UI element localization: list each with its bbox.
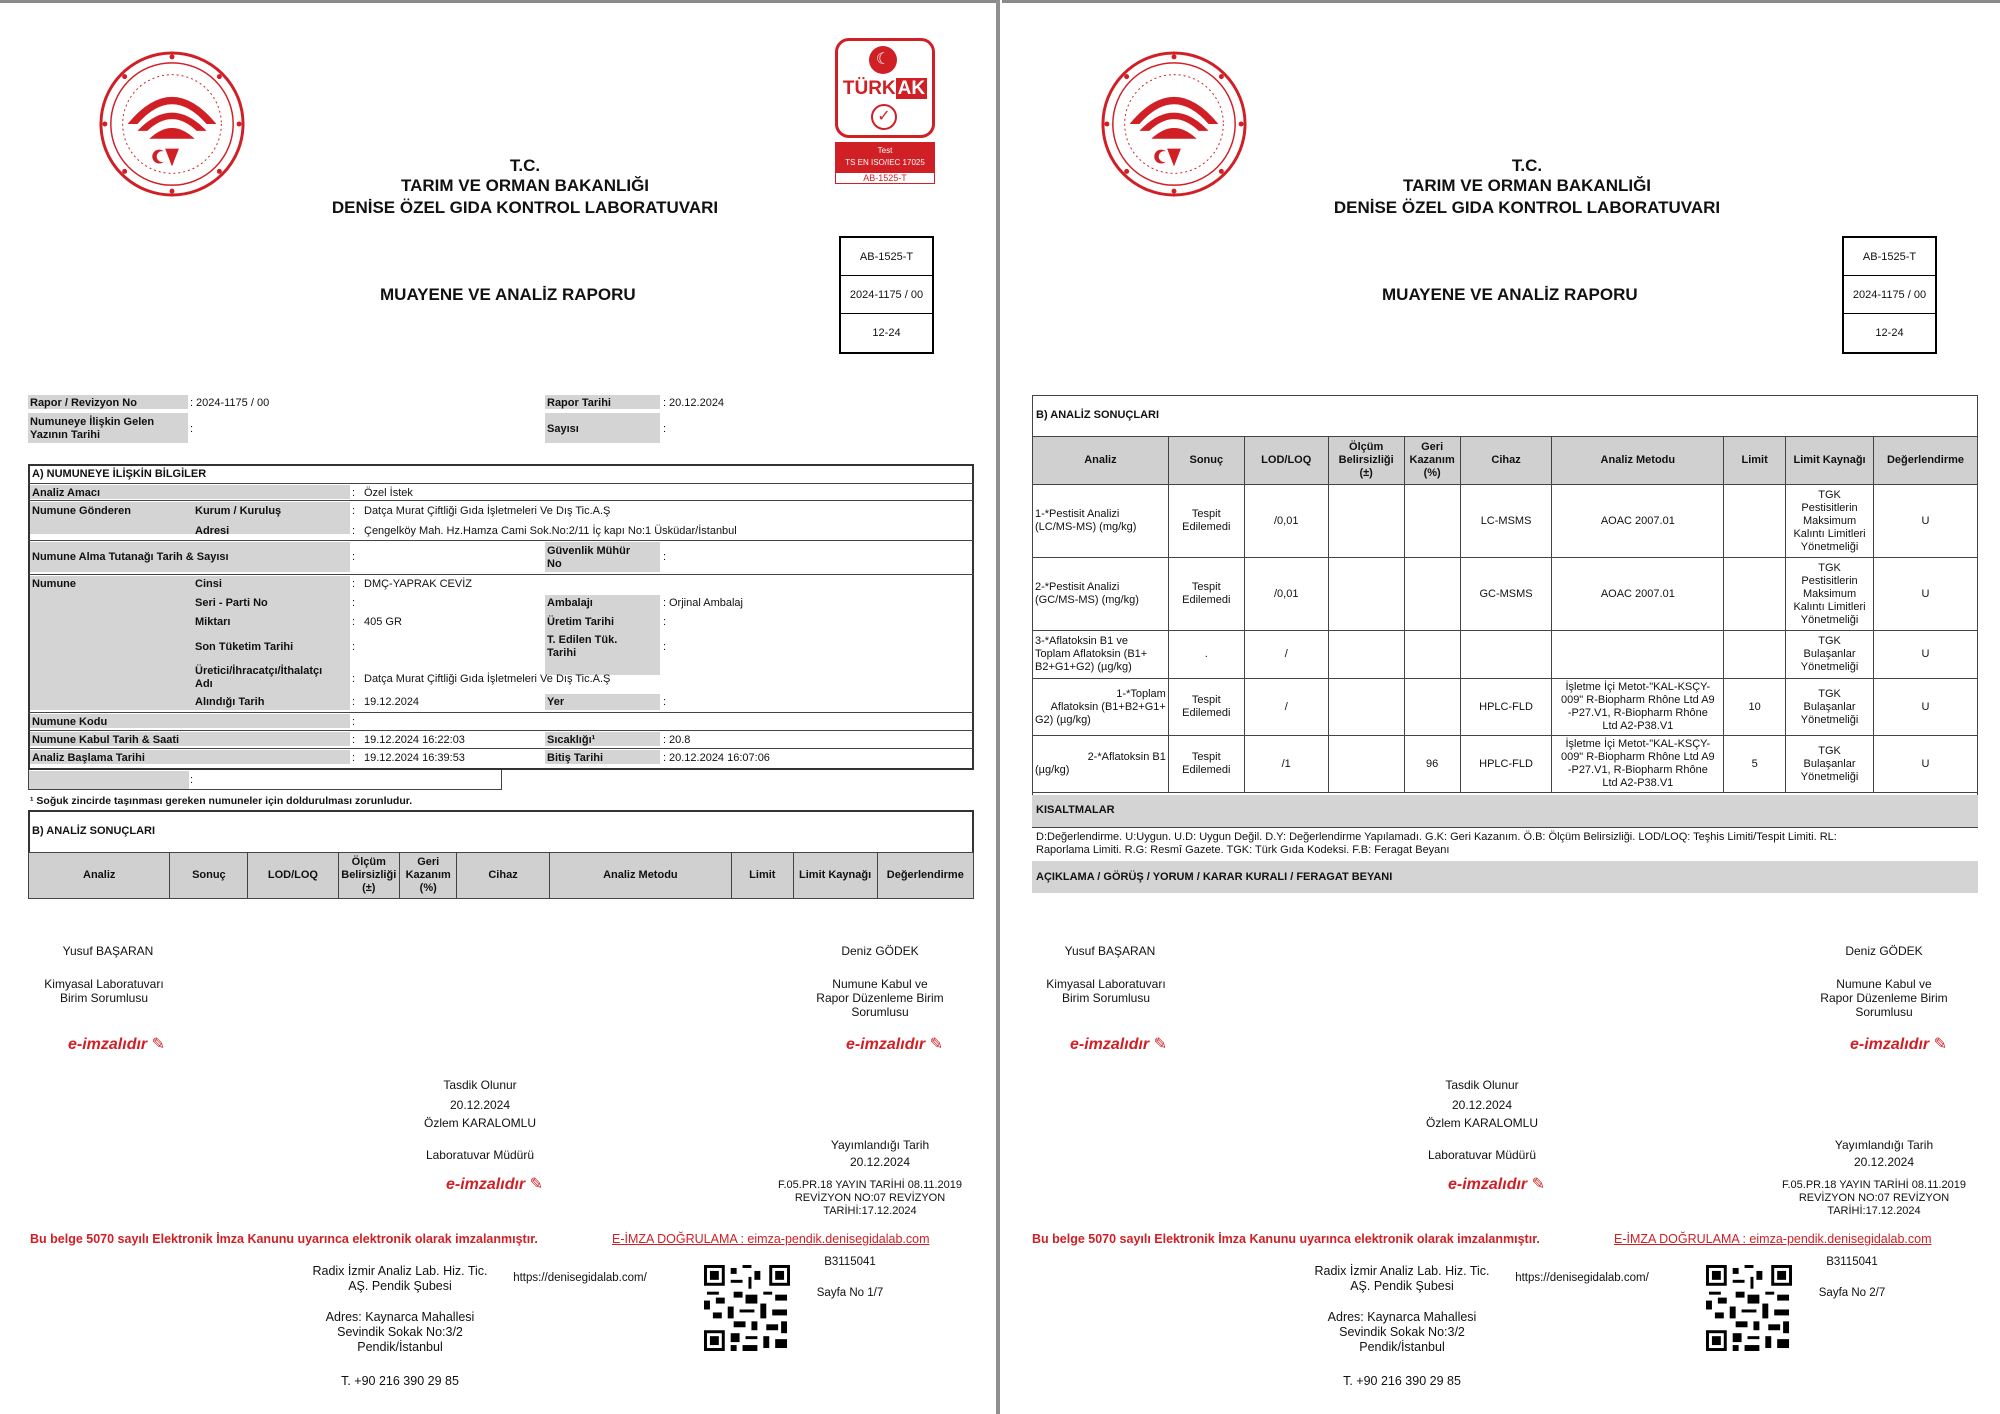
period-code: 12-24 bbox=[1875, 327, 1904, 339]
col-sonuc: Sonuç bbox=[1168, 437, 1244, 485]
colon: : bbox=[663, 734, 667, 746]
col-kaynak: Limit Kaynağı bbox=[1786, 437, 1874, 485]
right-signer-name: Deniz GÖDEK bbox=[1845, 944, 1923, 958]
rapor-tarihi-label: Rapor Tarihi bbox=[547, 397, 611, 409]
turkak-code: AB-1525-T bbox=[835, 172, 935, 184]
cell-cihaz: HPLC-FLD bbox=[1460, 736, 1552, 793]
divider bbox=[28, 730, 974, 731]
colon: : bbox=[663, 597, 667, 609]
tutanak-label: Numune Alma Tutanağı Tarih & Sayısı bbox=[32, 551, 229, 563]
rapor-no-colon: : bbox=[190, 397, 194, 409]
colon: : bbox=[663, 551, 667, 563]
table-row bbox=[1033, 485, 1978, 558]
colon: : bbox=[352, 525, 356, 537]
cell-limit bbox=[1724, 558, 1786, 631]
colon: : bbox=[352, 505, 356, 517]
results-table bbox=[1032, 436, 1978, 793]
manager-role: Laboratuvar Müdürü bbox=[1427, 1148, 1537, 1162]
left-signer-role: Kimyasal Laboratuvarı Birim Sorumlusu bbox=[1046, 977, 1166, 1005]
cell-analiz: 3-*Aflatoksin B1 ve Toplam Aflatoksin (B1+ B2+G1+G2) (µg/kg) bbox=[1033, 631, 1169, 679]
cell-limit: 5 bbox=[1724, 736, 1786, 793]
miktari-label: Miktarı bbox=[195, 616, 231, 628]
cell-geri bbox=[1404, 631, 1460, 679]
cell-analiz: 1-*Pestisit Analizi (LC/MS-MS) (mg/kg) bbox=[1033, 485, 1169, 558]
cell-geri bbox=[1404, 485, 1460, 558]
tasdik-date: 20.12.2024 bbox=[449, 1098, 511, 1112]
report-number-code: 2024-1175 / 00 bbox=[841, 276, 932, 314]
colon: : bbox=[190, 774, 194, 786]
left-signer-role: Kimyasal Laboratuvarı Birim Sorumlusu bbox=[44, 977, 164, 1005]
col-olcum: Ölçüm Belirsizliği (±) bbox=[1328, 437, 1404, 485]
colon: : bbox=[352, 752, 356, 764]
header-tc: T.C. bbox=[509, 156, 541, 175]
section-a-title: A) NUMUNEYE İLİŞKİN BİLGİLER bbox=[32, 468, 207, 480]
col-sonuc: Sonuç bbox=[170, 853, 248, 899]
cell-limit: 10 bbox=[1724, 679, 1786, 736]
colon: : bbox=[352, 487, 356, 499]
uretici-value: Datça Murat Çiftliği Gıda İşletmeleri Ve Dış Tic.A.Ş bbox=[364, 673, 611, 685]
cell-kaynak: TGK Bulaşanlar Yönetmeliği bbox=[1786, 631, 1874, 679]
cell-lod: / bbox=[1244, 631, 1328, 679]
divider bbox=[28, 712, 974, 713]
pen-icon: ✎ bbox=[929, 1036, 943, 1053]
turkak-standard: TS EN ISO/IEC 17025 bbox=[845, 158, 925, 167]
sayisi-label: Sayısı bbox=[547, 423, 579, 435]
col-cihaz: Cihaz bbox=[1460, 437, 1552, 485]
analiz-amaci-label: Analiz Amacı bbox=[32, 487, 101, 499]
col-lod: LOD/LOQ bbox=[248, 853, 338, 899]
accreditation-code: AB-1525-T bbox=[1844, 238, 1935, 276]
ambalaji-label: Ambalajı bbox=[547, 597, 593, 609]
accreditation-code: AB-1525-T bbox=[841, 238, 932, 276]
cold-chain-footnote: ¹ Soğuk zincirde taşınması gereken numuneler için doldurulması zorunludur. bbox=[30, 795, 413, 807]
turkak-accreditation-logo bbox=[835, 38, 935, 184]
yazi-tarihi-label-2: Yazının Tarihi bbox=[30, 429, 101, 441]
table-row bbox=[1033, 558, 1978, 631]
page-number: Sayfa No 2/7 bbox=[1818, 1287, 1886, 1299]
pen-icon: ✎ bbox=[1531, 1176, 1545, 1193]
colon: : bbox=[352, 551, 356, 563]
t-edilen-label: T. Edilen Tük. bbox=[547, 634, 618, 646]
cell-metod: İşletme İçi Metot-"KAL-KSÇY- 009" R-Biopharm Rhône Ltd A9 -P27.V1, R-Biopharm Rhône Ltd A2-P38.V1 bbox=[1552, 736, 1724, 793]
col-olcum: Ölçüm Belirsizliği (±) bbox=[338, 853, 400, 899]
cell-sonuc: . bbox=[1168, 631, 1244, 679]
miktari-value: 405 GR bbox=[364, 616, 402, 628]
left-signer-name: Yusuf BAŞARAN bbox=[62, 944, 154, 958]
cell-lod: /0,01 bbox=[1244, 558, 1328, 631]
colon: : bbox=[352, 641, 356, 653]
phone-number: T. +90 216 390 29 85 bbox=[1343, 1374, 1461, 1388]
cell-geri: 96 bbox=[1404, 736, 1460, 793]
kurum-label: Kurum / Kuruluş bbox=[195, 505, 282, 517]
alindigi-value: 19.12.2024 bbox=[364, 696, 420, 708]
cell-geri bbox=[1404, 558, 1460, 631]
manager-esign: e-imzalıdır ✎ bbox=[446, 1176, 543, 1193]
qr-code-icon bbox=[704, 1265, 790, 1351]
col-geri: Geri Kazanım (%) bbox=[400, 853, 457, 899]
results-header-table bbox=[28, 852, 974, 899]
uretici-label-2: Adı bbox=[195, 678, 213, 690]
bitis-value: 20.12.2024 16:07:06 bbox=[669, 752, 770, 764]
cell-limit bbox=[1724, 485, 1786, 558]
cell-deger: U bbox=[1874, 558, 1978, 631]
col-analiz: Analiz bbox=[1033, 437, 1169, 485]
report-code-box bbox=[839, 236, 934, 354]
page-top-border bbox=[0, 0, 996, 3]
ambalaji-value: Orjinal Ambalaj bbox=[669, 597, 743, 609]
sicaklik-label: Sıcaklığı¹ bbox=[547, 734, 596, 746]
left-esign: e-imzalıdır ✎ bbox=[1070, 1036, 1167, 1053]
t-edilen-label-2: Tarihi bbox=[547, 647, 577, 659]
guvenlik-label-2: No bbox=[547, 558, 562, 570]
header-ministry: TARIM VE ORMAN BAKANLIĞI bbox=[1402, 176, 1652, 195]
divider bbox=[28, 574, 974, 575]
section-b-title: B) ANALİZ SONUÇLARI bbox=[1036, 409, 1160, 421]
col-metod: Analiz Metodu bbox=[1552, 437, 1724, 485]
cell-deger: U bbox=[1874, 679, 1978, 736]
website-link[interactable]: https://denisegidalab.com/ bbox=[1515, 1272, 1649, 1284]
analiz-amaci-value: Özel İstek bbox=[364, 487, 413, 499]
alindigi-label: Alındığı Tarih bbox=[195, 696, 265, 708]
esign-verify-link[interactable]: E-İMZA DOĞRULAMA : eimza-pendik.denisegidalab.com bbox=[612, 1232, 930, 1246]
esign-legal-notice: Bu belge 5070 sayılı Elektronik İmza Kanunu uyarınca elektronik olarak imzalanmıştır. bbox=[1032, 1232, 1540, 1246]
turkak-name-ak: AK bbox=[897, 78, 926, 99]
col-cihaz: Cihaz bbox=[457, 853, 549, 899]
header-lab-name: DENİSE ÖZEL GIDA KONTROL LABORATUVARI bbox=[1333, 198, 1721, 217]
esign-verify-link[interactable]: E-İMZA DOĞRULAMA : eimza-pendik.denisegidalab.com bbox=[1614, 1232, 1932, 1246]
adresi-label: Adresi bbox=[195, 525, 230, 537]
cell-kaynak: TGK Bulaşanlar Yönetmeliği bbox=[1786, 679, 1874, 736]
divider bbox=[28, 500, 974, 501]
company-address: Adres: Kaynarca Mahallesi Sevindik Sokak No:3/2 Pendik/İstanbul bbox=[325, 1310, 475, 1354]
kabul-label: Numune Kabul Tarih & Saati bbox=[32, 734, 180, 746]
header-ministry: TARIM VE ORMAN BAKANLIĞI bbox=[400, 176, 650, 195]
cinsi-label: Cinsi bbox=[195, 578, 222, 590]
col-kaynak: Limit Kaynağı bbox=[793, 853, 877, 899]
col-deger: Değerlendirme bbox=[1874, 437, 1978, 485]
seri-label: Seri - Parti No bbox=[195, 597, 268, 609]
right-signer-name: Deniz GÖDEK bbox=[841, 944, 919, 958]
colon: : bbox=[663, 752, 667, 764]
cell-metod: İşletme İçi Metot-"KAL-KSÇY- 009" R-Biopharm Rhône Ltd A9 -P27.V1, R-Biopharm Rhône Ltd A2-P38.V1 bbox=[1552, 679, 1724, 736]
yayim-label: Yayımlandığı Tarih bbox=[1834, 1138, 1934, 1152]
ministry-seal-icon bbox=[98, 50, 246, 198]
adresi-value: Çengelköy Mah. Hz.Hamza Cami Sok.No:2/11 İç kapı No:1 Üsküdar/İstanbul bbox=[364, 525, 737, 537]
form-info: F.05.PR.18 YAYIN TARİHİ 08.11.2019 REVİZYON NO:07 REVİZYON TARİHİ:17.12.2024 bbox=[777, 1179, 963, 1217]
ministry-seal-icon bbox=[1100, 50, 1248, 198]
company-name: Radix İzmir Analiz Lab. Hiz. Tic. AŞ. Pendik Şubesi bbox=[312, 1264, 488, 1293]
colon: : bbox=[352, 597, 356, 609]
manager-name: Özlem KARALOMLU bbox=[1425, 1116, 1539, 1130]
rapor-no-value: 2024-1175 / 00 bbox=[196, 397, 270, 409]
crescent-star-icon: ☾ bbox=[869, 46, 897, 74]
yayim-date: 20.12.2024 bbox=[849, 1155, 911, 1169]
uretim-label: Üretim Tarihi bbox=[547, 616, 615, 628]
manager-esign: e-imzalıdır ✎ bbox=[1448, 1176, 1545, 1193]
yayim-label: Yayımlandığı Tarih bbox=[830, 1138, 930, 1152]
kisaltmalar-bar bbox=[1032, 795, 1978, 827]
cell-geri bbox=[1404, 679, 1460, 736]
cell-olcum bbox=[1328, 736, 1404, 793]
colon: : bbox=[352, 696, 356, 708]
website-link[interactable]: https://denisegidalab.com/ bbox=[513, 1272, 647, 1284]
form-info: F.05.PR.18 YAYIN TARİHİ 08.11.2019 REVİZYON NO:07 REVİZYON TARİHİ:17.12.2024 bbox=[1781, 1179, 1967, 1217]
cell-deger: U bbox=[1874, 736, 1978, 793]
kabul-value: 19.12.2024 16:22:03 bbox=[364, 734, 465, 746]
section-b-title: B) ANALİZ SONUÇLARI bbox=[32, 825, 156, 837]
sayisi-colon: : bbox=[663, 423, 667, 435]
col-limit: Limit bbox=[1724, 437, 1786, 485]
turkak-test: Test bbox=[877, 146, 893, 155]
cell-sonuc: Tespit Edilemedi bbox=[1168, 679, 1244, 736]
cell-olcum bbox=[1328, 485, 1404, 558]
pen-icon: ✎ bbox=[1153, 1036, 1167, 1053]
sicaklik-value: 20.8 bbox=[669, 734, 691, 746]
turkak-name-tur: TÜRK bbox=[842, 78, 896, 99]
header-lab-name: DENİSE ÖZEL GIDA KONTROL LABORATUVARI bbox=[331, 198, 719, 217]
tasdik-label: Tasdik Olunur bbox=[1445, 1078, 1519, 1092]
report-title: MUAYENE VE ANALİZ RAPORU bbox=[1382, 285, 1638, 304]
cell-cihaz bbox=[1460, 631, 1552, 679]
cell-cihaz: LC-MSMS bbox=[1460, 485, 1552, 558]
kurum-value: Datça Murat Çiftliği Gıda İşletmeleri Ve Dış Tic.A.Ş bbox=[364, 505, 611, 517]
colon: : bbox=[352, 673, 356, 685]
cell-metod: AOAC 2007.01 bbox=[1552, 558, 1724, 631]
cell-kaynak: TGK Bulaşanlar Yönetmeliği bbox=[1786, 736, 1874, 793]
cell-deger: U bbox=[1874, 485, 1978, 558]
bitis-label: Bitiş Tarihi bbox=[547, 752, 604, 764]
check-circle-icon: ✓ bbox=[871, 104, 897, 130]
divider bbox=[28, 483, 974, 484]
kisaltmalar-title: KISALTMALAR bbox=[1036, 804, 1115, 816]
period-code: 12-24 bbox=[872, 327, 901, 339]
tasdik-date: 20.12.2024 bbox=[1451, 1098, 1513, 1112]
pen-icon: ✎ bbox=[151, 1036, 165, 1053]
kisaltmalar-text: D:Değerlendirme. U:Uygun. U.D: Uygun Değil. D.Y: Değerlendirme Yapılamadı. G.K: Geri Kazanım. Ö.B: Ölçüm Belirsizliği. LOD/LOQ: Teşhis Limiti/Tespit Limiti. RL: bbox=[1036, 831, 1837, 843]
col-metod: Analiz Metodu bbox=[549, 853, 731, 899]
yayim-date: 20.12.2024 bbox=[1853, 1155, 1915, 1169]
report-page-2 bbox=[1002, 0, 2000, 1414]
numune-label: Numune bbox=[32, 578, 76, 590]
cell-cihaz: GC-MSMS bbox=[1460, 558, 1552, 631]
cell-analiz: 2-*Pestisit Analizi (GC/MS-MS) (mg/kg) bbox=[1033, 558, 1169, 631]
divider bbox=[28, 748, 974, 749]
son-tuketim-label: Son Tüketim Tarihi bbox=[195, 641, 294, 653]
rapor-tarihi-value: 20.12.2024 bbox=[669, 397, 725, 409]
report-code-box bbox=[1842, 236, 1937, 354]
manager-role: Laboratuvar Müdürü bbox=[425, 1148, 535, 1162]
baslama-value: 19.12.2024 16:39:53 bbox=[364, 752, 465, 764]
yer-label: Yer bbox=[547, 696, 565, 708]
colon: : bbox=[663, 696, 667, 708]
report-number-code: 2024-1175 / 00 bbox=[1844, 276, 1935, 314]
cell-sonuc: Tespit Edilemedi bbox=[1168, 558, 1244, 631]
baslama-label: Analiz Başlama Tarihi bbox=[32, 752, 145, 764]
cell-lod: /1 bbox=[1244, 736, 1328, 793]
cell-kaynak: TGK Pestisitlerin Maksimum Kalıntı Limitleri Yönetmeliği bbox=[1786, 485, 1874, 558]
pen-icon: ✎ bbox=[529, 1176, 543, 1193]
cell-olcum bbox=[1328, 558, 1404, 631]
colon: : bbox=[352, 578, 356, 590]
cell-deger: U bbox=[1874, 631, 1978, 679]
tasdik-label: Tasdik Olunur bbox=[443, 1078, 517, 1092]
col-deger: Değerlendirme bbox=[877, 853, 973, 899]
qr-code-icon bbox=[1706, 1265, 1792, 1351]
right-esign: e-imzalıdır ✎ bbox=[1850, 1036, 1947, 1053]
page-number: Sayfa No 1/7 bbox=[816, 1287, 884, 1299]
cinsi-value: DMÇ-YAPRAK CEVİZ bbox=[364, 578, 472, 590]
right-signer-role: Numune Kabul ve Rapor Düzenleme Birim Sorumlusu bbox=[816, 977, 944, 1019]
colon: : bbox=[663, 641, 667, 653]
yazi-tarihi-colon: : bbox=[190, 423, 194, 435]
row-label-bg bbox=[30, 576, 350, 710]
yazi-tarihi-label: Numuneye İlişkin Gelen bbox=[30, 416, 155, 428]
col-limit: Limit bbox=[732, 853, 793, 899]
company-name: Radix İzmir Analiz Lab. Hiz. Tic. AŞ. Pendik Şubesi bbox=[1314, 1264, 1490, 1293]
header-tc: T.C. bbox=[1511, 156, 1543, 175]
colon: : bbox=[663, 616, 667, 628]
table-row bbox=[1033, 631, 1978, 679]
pen-icon: ✎ bbox=[1933, 1036, 1947, 1053]
cell-limit bbox=[1724, 631, 1786, 679]
cell-analiz: 2-*Aflatoksin B1 (µg/kg) bbox=[1033, 736, 1169, 793]
left-esign: e-imzalıdır ✎ bbox=[68, 1036, 165, 1053]
divider bbox=[28, 540, 974, 541]
manager-name: Özlem KARALOMLU bbox=[423, 1116, 537, 1130]
left-signer-name: Yusuf BAŞARAN bbox=[1064, 944, 1156, 958]
report-title: MUAYENE VE ANALİZ RAPORU bbox=[380, 285, 636, 304]
uretici-label: Üretici/İhracatçı/İthalatçı bbox=[195, 665, 323, 677]
col-lod: LOD/LOQ bbox=[1244, 437, 1328, 485]
company-address: Adres: Kaynarca Mahallesi Sevindik Sokak No:3/2 Pendik/İstanbul bbox=[1327, 1310, 1477, 1354]
doc-code: B3115041 bbox=[1826, 1256, 1878, 1268]
aciklama-title: AÇIKLAMA / GÖRÜŞ / YORUM / KARAR KURALI / FERAGAT BEYANI bbox=[1036, 871, 1393, 883]
colon: : bbox=[352, 616, 356, 628]
numune-kodu-label: Numune Kodu bbox=[32, 716, 108, 728]
guvenlik-label: Güvenlik Mühür bbox=[547, 545, 631, 557]
col-analiz: Analiz bbox=[29, 853, 170, 899]
cell-metod: AOAC 2007.01 bbox=[1552, 485, 1724, 558]
cell-sonuc: Tespit Edilemedi bbox=[1168, 736, 1244, 793]
esign-legal-notice: Bu belge 5070 sayılı Elektronik İmza Kanunu uyarınca elektronik olarak imzalanmıştır. bbox=[30, 1232, 538, 1246]
cell-analiz: 1-*Toplam Aflatoksin (B1+B2+G1+ G2) (µg/kg) bbox=[1033, 679, 1169, 736]
row-label-bg bbox=[29, 771, 189, 789]
cell-metod bbox=[1552, 631, 1724, 679]
kisaltmalar-text-2: Raporlama Limiti. R.G: Resmî Gazete. TGK: Türk Gıda Kodeksi. F.B: Feragat Beyanı bbox=[1036, 844, 1450, 856]
rapor-no-label: Rapor / Revizyon No bbox=[30, 397, 137, 409]
right-signer-role: Numune Kabul ve Rapor Düzenleme Birim Sorumlusu bbox=[1820, 977, 1948, 1019]
col-geri: Geri Kazanım (%) bbox=[1404, 437, 1460, 485]
page-top-border bbox=[1002, 0, 2000, 3]
cell-lod: / bbox=[1244, 679, 1328, 736]
rapor-tarihi-colon: : bbox=[663, 397, 667, 409]
doc-code: B3115041 bbox=[824, 1256, 876, 1268]
colon: : bbox=[352, 716, 356, 728]
table-row bbox=[1033, 679, 1978, 736]
cell-kaynak: TGK Pestisitlerin Maksimum Kalıntı Limitleri Yönetmeliği bbox=[1786, 558, 1874, 631]
cell-sonuc: Tespit Edilemedi bbox=[1168, 485, 1244, 558]
table-row bbox=[1033, 736, 1978, 793]
cell-olcum bbox=[1328, 631, 1404, 679]
cell-olcum bbox=[1328, 679, 1404, 736]
colon: : bbox=[352, 734, 356, 746]
right-esign: e-imzalıdır ✎ bbox=[846, 1036, 943, 1053]
cell-cihaz: HPLC-FLD bbox=[1460, 679, 1552, 736]
cell-lod: /0,01 bbox=[1244, 485, 1328, 558]
numune-gonderen-label: Numune Gönderen bbox=[32, 505, 132, 517]
phone-number: T. +90 216 390 29 85 bbox=[341, 1374, 459, 1388]
